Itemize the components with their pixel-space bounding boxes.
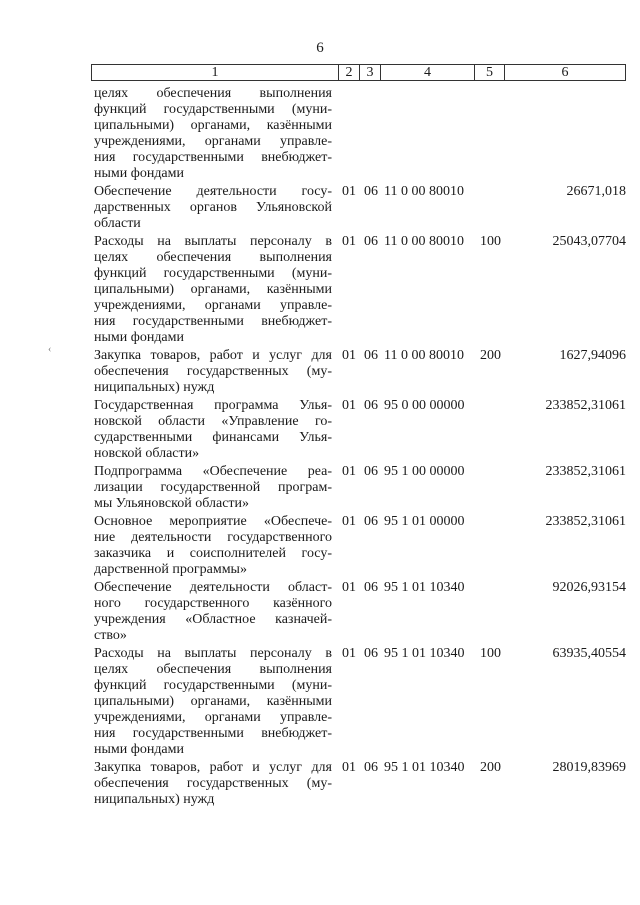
description-line: ния государственными внебюджет-	[94, 314, 332, 329]
description-line: целях обеспечения выполнения	[94, 662, 332, 677]
cell-c2: 01	[342, 646, 356, 661]
row-description	[94, 184, 332, 232]
cell-c3: 06	[364, 514, 378, 529]
table-row	[94, 234, 634, 346]
cell-c5: 100	[480, 646, 501, 661]
description-line: Закупка товаров, работ и услуг для	[94, 348, 332, 363]
cell-c4: 95 1 00 00000	[384, 464, 465, 479]
cell-c4: 95 1 01 10340	[384, 760, 465, 775]
cell-c3: 06	[364, 464, 378, 479]
description-line: ниципальных) нужд	[94, 380, 215, 395]
cell-c2: 01	[342, 464, 356, 479]
cell-c4: 95 1 01 00000	[384, 514, 465, 529]
description-line: целях обеспечения выполнения	[94, 86, 332, 101]
row-description	[94, 580, 332, 644]
description-line: новской области «Управление го-	[94, 414, 332, 429]
description-line: обеспечения государственных (му-	[94, 364, 332, 379]
row-description	[94, 348, 332, 396]
cell-c3: 06	[364, 760, 378, 775]
description-line: ными фондами	[94, 330, 185, 345]
header-col-4: 4	[380, 65, 474, 80]
cell-c3: 06	[364, 398, 378, 413]
description-line: функций государственными (муни-	[94, 102, 332, 117]
description-line: Основное мероприятие «Обеспече-	[94, 514, 332, 529]
description-line: дарственных органов Ульяновской	[94, 200, 332, 215]
cell-c6: 1627,94096	[559, 348, 626, 363]
cell-c4: 95 0 00 00000	[384, 398, 465, 413]
cell-c6: 25043,07704	[552, 234, 626, 249]
table-row	[94, 646, 634, 758]
row-description	[94, 86, 332, 182]
description-line: Государственная программа Улья-	[94, 398, 332, 413]
cell-c6: 233852,31061	[545, 398, 626, 413]
cell-c3: 06	[364, 646, 378, 661]
description-line: Обеспечение деятельности госу-	[94, 184, 332, 199]
description-line: лизации государственной програм-	[94, 480, 332, 495]
row-description	[94, 514, 332, 578]
table-row	[94, 184, 634, 232]
cell-c6: 233852,31061	[545, 464, 626, 479]
description-line: ния государственными внебюджет-	[94, 150, 332, 165]
cell-c6: 92026,93154	[552, 580, 626, 595]
cell-c6: 63935,40554	[552, 646, 626, 661]
description-line: мы Ульяновской области»	[94, 496, 250, 511]
description-line: ние деятельности государственного	[94, 530, 332, 545]
description-line: Обеспечение деятельности област-	[94, 580, 332, 595]
cell-c3: 06	[364, 580, 378, 595]
cell-c2: 01	[342, 580, 356, 595]
cell-c6: 26671,018	[566, 184, 626, 199]
table-row	[94, 86, 634, 182]
row-description	[94, 646, 332, 758]
table-row	[94, 580, 634, 644]
row-description	[94, 398, 332, 462]
row-description	[94, 760, 332, 808]
table-row	[94, 760, 634, 808]
description-line: учреждения «Областное казначей-	[94, 612, 332, 627]
table-header	[91, 64, 626, 81]
cell-c5: 100	[480, 234, 501, 249]
cell-c2: 01	[342, 184, 356, 199]
page-number: 6	[316, 40, 324, 56]
cell-c2: 01	[342, 514, 356, 529]
cell-c4: 95 1 01 10340	[384, 646, 465, 661]
table-row	[94, 464, 634, 512]
cell-c3: 06	[364, 234, 378, 249]
description-line: ство»	[94, 628, 127, 643]
description-line: ниципальных) нужд	[94, 792, 215, 807]
cell-c2: 01	[342, 760, 356, 775]
scan-mark: ‹	[48, 344, 52, 355]
description-line: ния государственными внебюджет-	[94, 726, 332, 741]
cell-c2: 01	[342, 398, 356, 413]
table-row	[94, 348, 634, 396]
row-description	[94, 234, 332, 346]
description-line: новской области»	[94, 446, 200, 461]
row-description	[94, 464, 332, 512]
header-col-5: 5	[474, 65, 504, 80]
description-line: заказчика и соисполнителей госу-	[94, 546, 332, 561]
table-row	[94, 514, 634, 578]
cell-c6: 28019,83969	[552, 760, 626, 775]
cell-c4: 11 0 00 80010	[384, 234, 464, 249]
description-line: обеспечения государственных (му-	[94, 776, 332, 791]
cell-c4: 95 1 01 10340	[384, 580, 465, 595]
description-line: учреждениями, органами управле-	[94, 710, 332, 725]
description-line: учреждениями, органами управле-	[94, 298, 332, 313]
header-col-3: 3	[359, 65, 380, 80]
header-col-6: 6	[504, 65, 625, 80]
table-body	[94, 86, 634, 810]
cell-c4: 11 0 00 80010	[384, 184, 464, 199]
cell-c4: 11 0 00 80010	[384, 348, 464, 363]
description-line: учреждениями, органами управле-	[94, 134, 332, 149]
table-row	[94, 398, 634, 462]
description-line: ными фондами	[94, 742, 185, 757]
description-line: ного государственного казённого	[94, 596, 332, 611]
description-line: Расходы на выплаты персоналу в	[94, 646, 332, 661]
description-line: функций государственными (муни-	[94, 266, 332, 281]
cell-c3: 06	[364, 184, 378, 199]
description-line: сударственными финансами Улья-	[94, 430, 332, 445]
description-line: целях обеспечения выполнения	[94, 250, 332, 265]
cell-c3: 06	[364, 348, 378, 363]
description-line: дарственной программы»	[94, 562, 247, 577]
header-col-2: 2	[338, 65, 359, 80]
description-line: Подпрограмма «Обеспечение реа-	[94, 464, 332, 479]
description-line: Расходы на выплаты персоналу в	[94, 234, 332, 249]
description-line: ципальными) органами, казёнными	[94, 694, 332, 709]
description-line: функций государственными (муни-	[94, 678, 332, 693]
description-line: ными фондами	[94, 166, 185, 181]
description-line: области	[94, 216, 141, 231]
cell-c2: 01	[342, 234, 356, 249]
cell-c2: 01	[342, 348, 356, 363]
cell-c5: 200	[480, 760, 501, 775]
cell-c5: 200	[480, 348, 501, 363]
header-col-1: 1	[211, 65, 219, 80]
description-line: Закупка товаров, работ и услуг для	[94, 760, 332, 775]
cell-c6: 233852,31061	[545, 514, 626, 529]
description-line: ципальными) органами, казёнными	[94, 118, 332, 133]
description-line: ципальными) органами, казёнными	[94, 282, 332, 297]
